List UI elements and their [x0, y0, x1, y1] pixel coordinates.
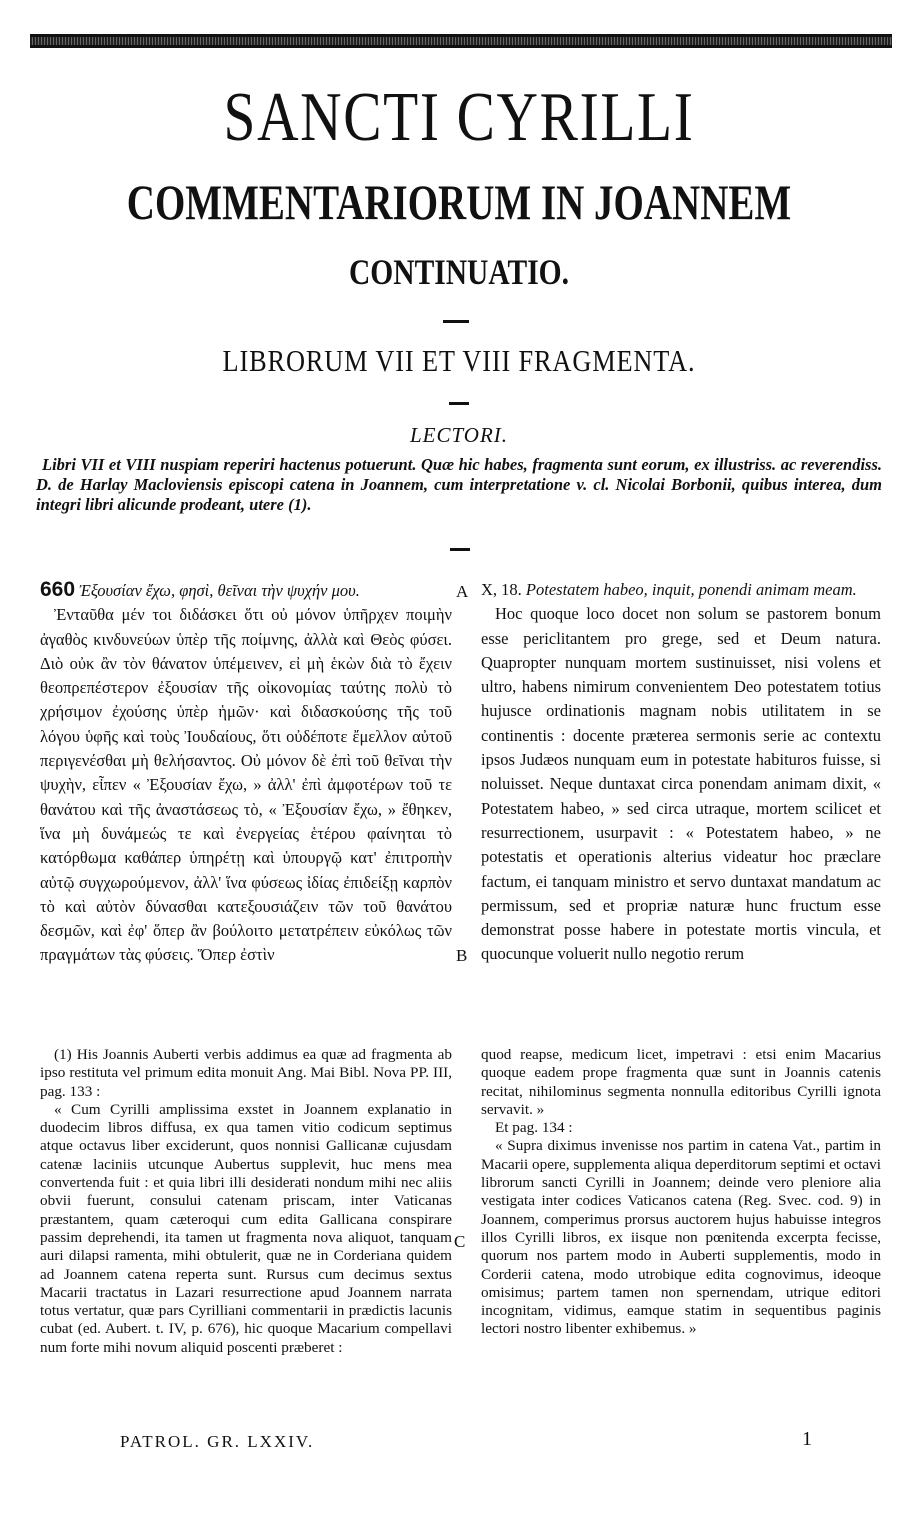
- separator-dash: [443, 320, 469, 323]
- footnote-paragraph: (1) His Joannis Auberti verbis addimus ea quæ ad fragmenta ab ipso restituta vel primum edita monuit Ang. Mai Bibl. Nova PP. III, pag. 133 :: [40, 1046, 452, 1100]
- separator-dash: [450, 548, 470, 551]
- greek-lemma: Ἐξουσίαν ἔχω, φησὶ, θεῖναι τὴν ψυχήν μου.: [79, 581, 360, 600]
- title-line-3: CONTINUATIO.: [348, 252, 570, 292]
- footnote-paragraph: « Supra diximus invenisse nos partim in catena Vat., partim in Macarii opere, supplementa aliqua deperditorum septimi et octavi librorum sancti Cyrilli in Joannem; deinde vero pleniore alia vestigata inter codices Vaticanos catena (Reg. Svec. cod. 9) in Joannem, comperimus prorsus auctorem hujus habuisse integros illos Cyrilli libros, ex iisque non pœnitenda excerpta fecisse, quorum nos partem modo in Auberti supplementis, modo in Corderii catena, modo utrobique edita cognovimus, ideoque omisimus; partem tamen non spernendam, utrique editori incognitam, vidimus, eamque statim in sequentibus paginis lectori nostro libenter exhibemus. »: [481, 1137, 881, 1338]
- title-line-1: SANCTI CYRILLI: [223, 79, 695, 156]
- separator-dash: [449, 402, 469, 405]
- margin-letter-b: B: [456, 946, 468, 965]
- margin-letter-c: C: [454, 1232, 466, 1251]
- footnote-paragraph: « Cum Cyrilli amplissima exstet in Joannem explanatio in duodecim libros diffusa, ex qua tamen vitio codicum septimus atque octavus liber exciderunt, quos nonnisi Gallicanæ cujusdam catenæ laciniis utcunque Aubertus supplevit, huc mens mea convertenda fuit : et quia libri illi desiderati nondum mihi nec aliis obvii fuerunt, consului catenam priscam, inter Vaticanas præstantem, quam cæteroqui cum edita Gallicana conspirare passim deprehendi, ita tamen ut fragmenta nova aliquot, tanquam auri dilapsi ramenta, mihi obtulerit, quæ ne in Corderiana quidem ad Joannem catena reperta sunt. Rursus cum decimus sextus Macarii tractatus in Lazari resurrectione apud Joannem narrata totus vertatur, quæ pars Cyrilliani commentarii in prædictis lacunis cubat (ed. Aubert. t. IV, p. 676), hic quoque Macarium compellavi num forte mihi novum aliquid poscenti præberet :: [40, 1100, 452, 1356]
- latin-lemma: Potestatem habeo, inquit, ponendi animam meam.: [525, 580, 857, 599]
- margin-letter-a: A: [456, 582, 469, 601]
- signature-mark: PATROL. GR. LXXIV.: [120, 1432, 315, 1451]
- greek-column: [40, 578, 452, 968]
- title-line-4: LIBRORUM VII ET VIII FRAGMENTA.: [222, 343, 696, 378]
- footnote-paragraph: quod reapse, medicum licet, impetravi : etsi enim Macarius quoque eadem prope fragmenta quæ sunt in Joannis catenis recitat, nihilominus segmenta nonnulla editoribus Cyrilli ignota servavit. »: [481, 1046, 881, 1118]
- page-number: 1: [802, 1428, 812, 1450]
- lemma-reference: X, 18.: [481, 580, 522, 599]
- greek-body: Ἐνταῦθα μέν τοι διδάσκει ὅτι οὐ μόνον ὑπῆρχεν ποιμὴν ἀγαθὸς κινδυνεύων ὑπὲρ τῆς ποίμνης, ἀλλὰ καὶ Θεὸς φύσει. Διὸ οὐκ ἂν τὸν θάνατον ὑπέμεινεν, εἰ μὴ ἑκὼν διὰ τὸ ἔχειν θεοπρεπέστερον ἐξουσίαν τῆς οἰκονομίας ταύτης πολὺ τὸ χρήσιμον ἐχούσης ὑπὲρ ἡμῶν· καὶ διδασκούσης τῆς τοῦ λόγου ὑφῆς καὶ τοὺς Ἰουδαίους, ὅτι οὐδέποτε ἔμελλον αὐτοῦ περιγενέσθαι μὴ θελήσαντος. Οὐ μόνον δὲ ἐπὶ τοῦ θεῖναι τὴν ψυχὴν, εἶπεν « Ἐξουσίαν ἔχω, » ἀλλ' ἐπὶ ἀμφοτέρων τοῦ τε θανάτου καὶ τῆς ἀναστάσεως τὸ, « Ἐξουσίαν ἔχω, » ἔθηκεν, ἵνα μὴ δυνάμεώς τε καὶ ἐνεργείας ἑτέρου φαίνηται τὸ κατόρθωμα καθάπερ ὑπηρέτῃ καὶ ὑπουργῷ κατ' ἐπιτροπὴν αὐτῷ συγχωρούμενον, ἀλλ' ἵνα φύσεως ἰδίας ἐπιδείξῃ καρπὸν τὸ καὶ αὐτὸν δύνασθαι κατεξουσιάζειν τῶν τοῦ θανάτου δεσμῶν, καὶ ἐφ' ὅπερ ἂν βούλοιτο μετατρέπειν εὐκόλως τῶν πραγμάτων τὰς φύσεις. Ὅπερ ἐστὶν: [40, 605, 452, 965]
- footnote-right: [481, 1046, 881, 1339]
- footnote-paragraph: Et pag. 134 :: [495, 1119, 573, 1137]
- intro-paragraph: Libri VII et VIII nuspiam reperiri hactenus potuerunt. Quæ hic habes, fragmenta sunt eorum, ex illustriss. ac reverendiss. D. de Harlay Macloviensis episcopi catena in Joannem, cum interpretatione v. cl. Nicolai Borbonii, quibus interea, dum integri libri alicunde prodeant, utere (1).: [36, 455, 882, 514]
- latin-column: [481, 578, 881, 967]
- lectori-heading: LECTORI.: [409, 423, 509, 447]
- latin-body: Hoc quoque loco docet non solum se pastorem bonum esse periclitantem pro grege, sed et Deum natura. Quapropter nunquam mortem sustinuisset, nisi volens et ultro, habens nimirum convenientem Deo potestatem totius hujusce ordinationis magnam nobis utilitatem in se continentis : docente præterea sermonis serie ac contextu ipsos Judæos nunquam eum in potestate habituros fuisse, si noluisset. Neque duntaxat circa ponendam animam dixit, « Potestatem habeo, » sed circa utraque, mortem scilicet et resurrectionem, usurpavit : « Potestatem habeo, » ne potestatis et operationis alterius videatur hoc præclare factum, ei tanquam ministro et servo duntaxat mandatum ac permissum, sed et propriæ naturæ hunc fructum esse demonstrat posse habere in potestate mortis vincula, et quocunque voluerit nullo negotio rerum: [481, 604, 881, 964]
- footnote-left: [40, 1046, 452, 1357]
- column-number: 660: [40, 578, 76, 601]
- top-ornamental-rule: [30, 34, 892, 48]
- title-line-2: COMMENTARIORUM IN JOANNEM: [126, 174, 792, 230]
